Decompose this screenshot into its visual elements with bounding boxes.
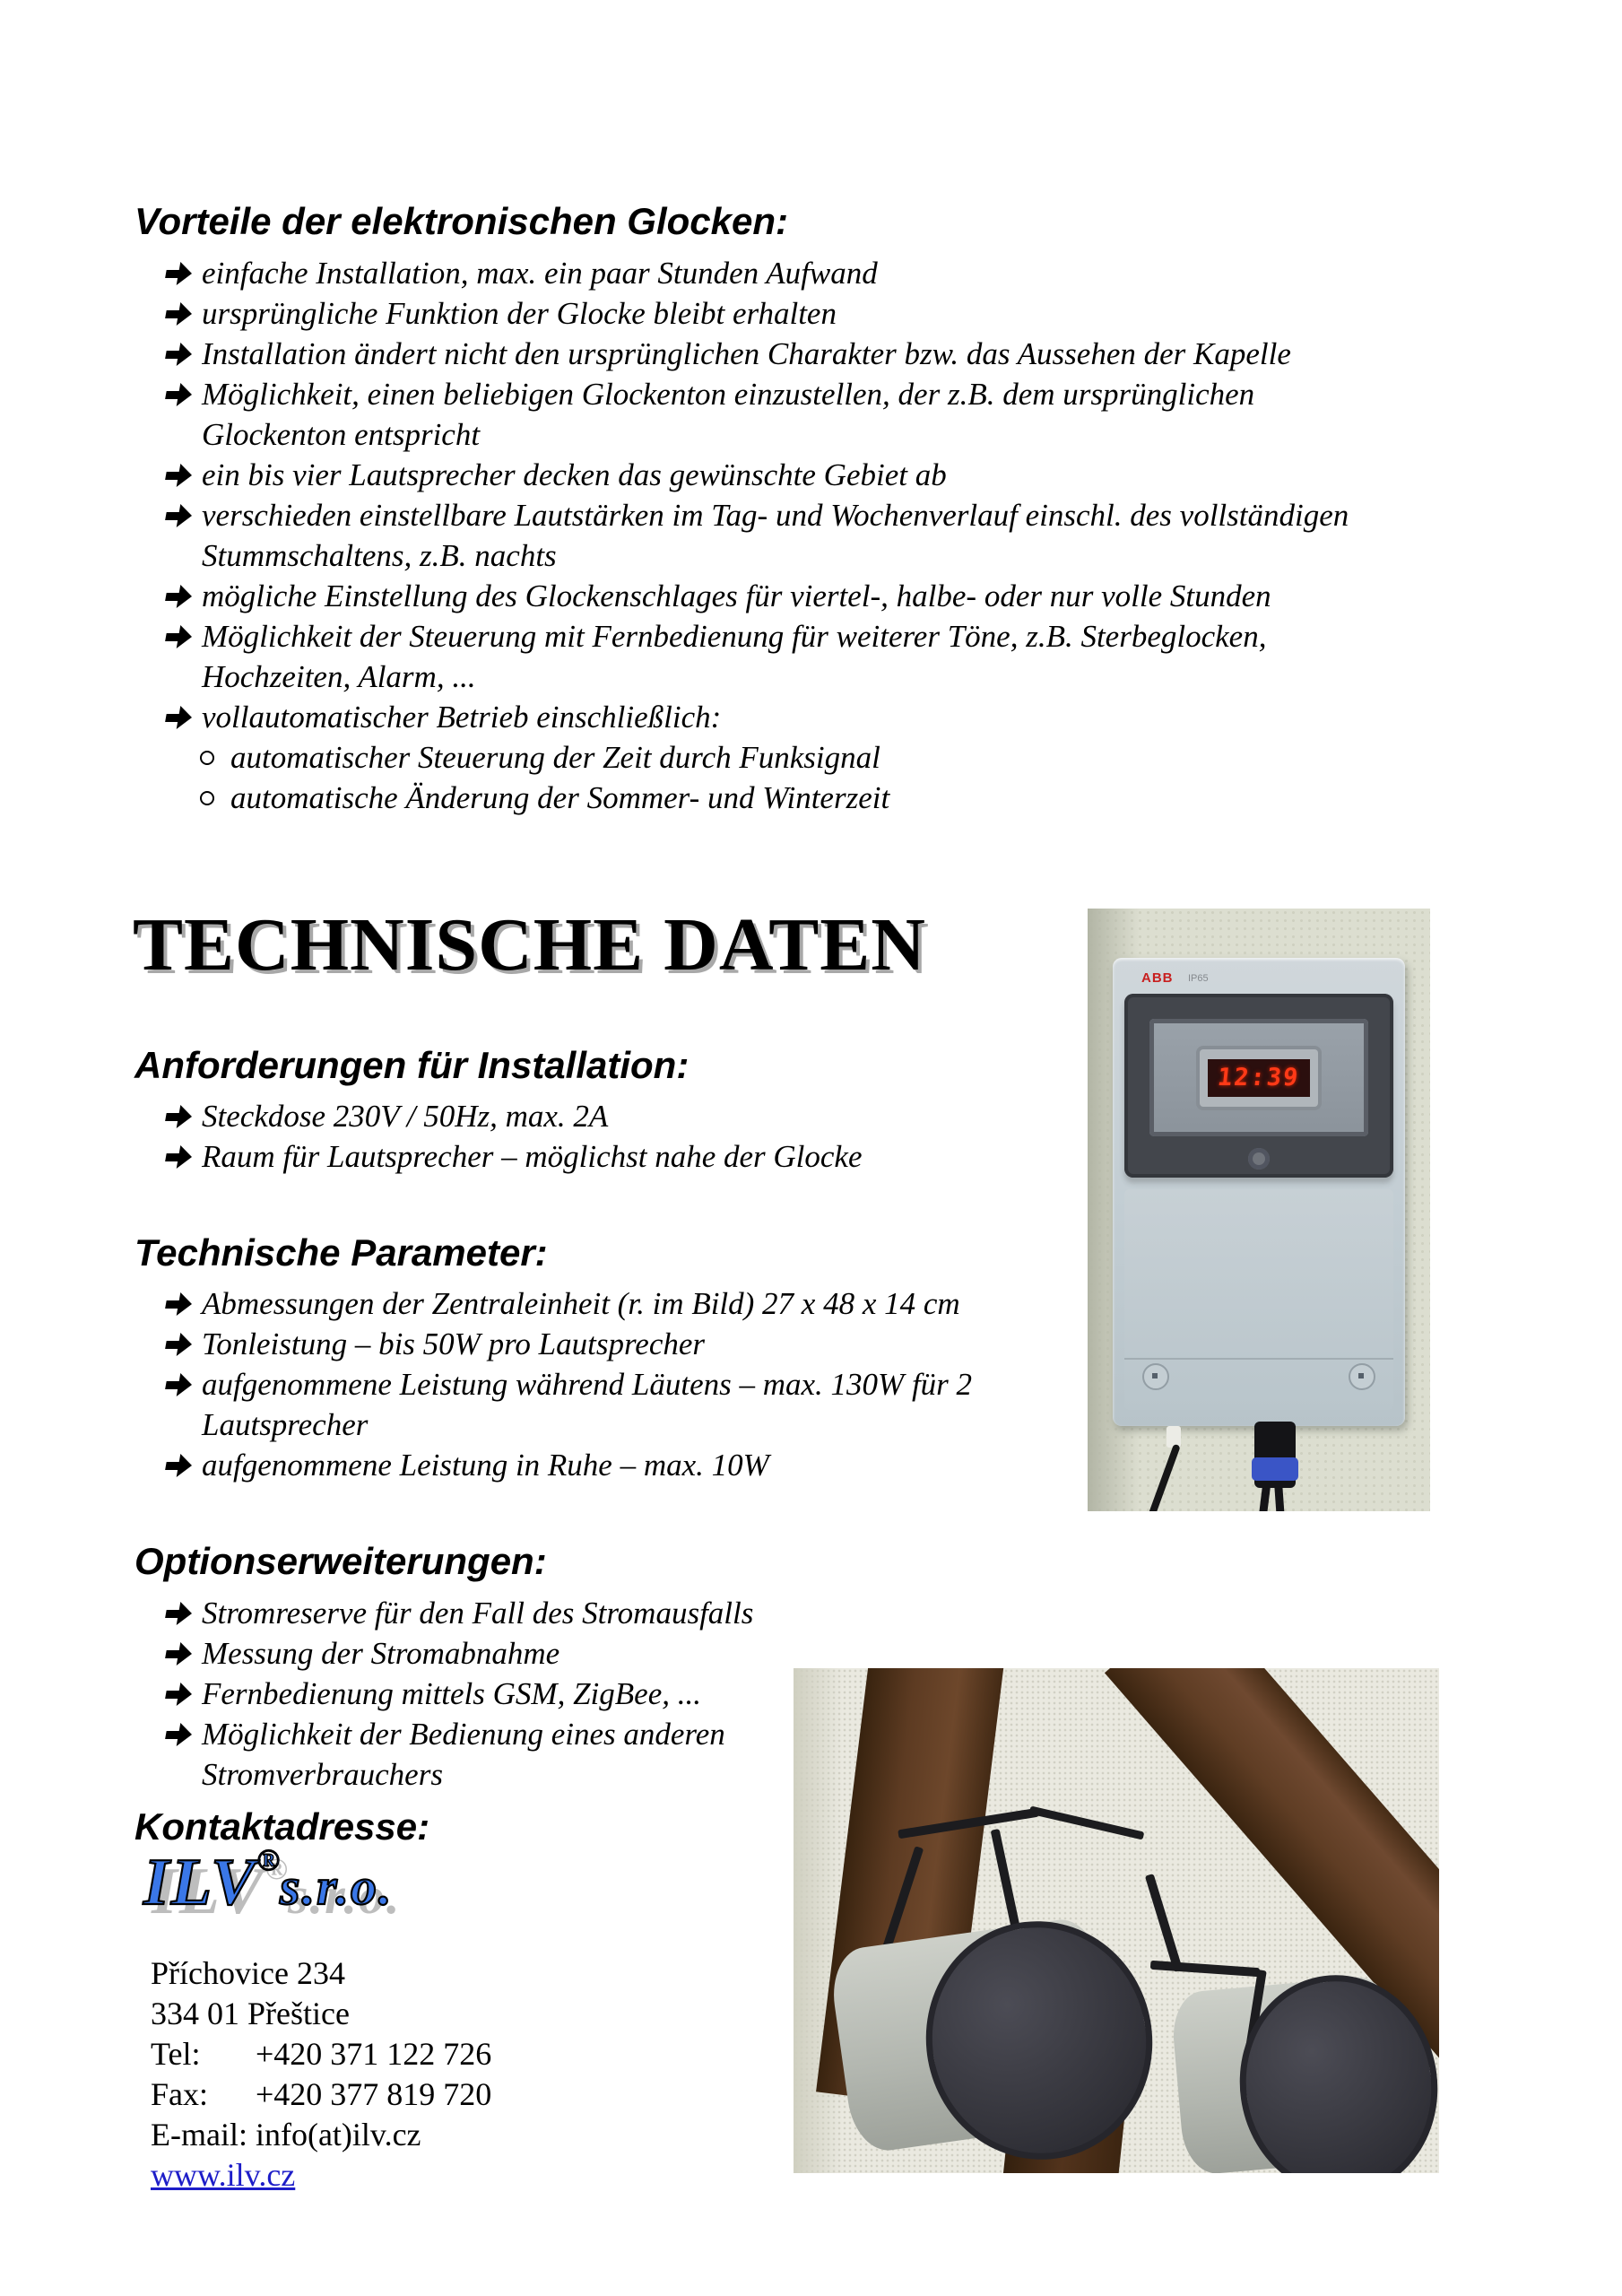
clock-readout: 12:39 <box>1216 1064 1302 1091</box>
ilv-company-logo <box>143 1844 393 1921</box>
list-item-text: Tonleistung – bis 50W pro Lautsprecher <box>202 1326 706 1361</box>
fax-row <box>151 2074 491 2115</box>
led-screen <box>1208 1059 1310 1097</box>
digital-clock-module <box>1200 1049 1318 1107</box>
arrow-bullet-icon <box>164 1373 195 1396</box>
sub-list-item-text: automatischer Steuerung der Zeit durch Funksignal <box>230 740 880 775</box>
contact-address-title: Kontaktadresse: <box>134 1805 430 1848</box>
loudspeakers-photo <box>794 1668 1439 2173</box>
list-item <box>166 1674 776 1714</box>
list-item <box>166 374 1529 455</box>
list-item <box>166 1593 776 1633</box>
list-item-text: Fernbedienung mittels GSM, ZigBee, ... <box>202 1676 701 1711</box>
speaker-cable <box>1274 1486 1285 1511</box>
arrow-bullet-icon <box>164 383 195 406</box>
list-item <box>166 1714 776 1795</box>
arrow-bullet-icon <box>164 706 195 729</box>
arrow-bullet-icon <box>164 585 195 608</box>
email-label: E-mail: <box>151 2117 247 2152</box>
list-item <box>166 495 1529 576</box>
speaker-cable <box>1257 1486 1271 1511</box>
list-item <box>166 1136 1063 1177</box>
phone-number: +420 371 122 726 <box>256 2036 492 2072</box>
window-inner-panel <box>1149 1019 1368 1136</box>
option-extensions-title: Optionserweiterungen: <box>134 1540 547 1582</box>
email-row <box>151 2115 491 2155</box>
mounting-bracket <box>1145 1874 1183 1972</box>
arrow-bullet-icon <box>164 1683 195 1706</box>
list-item-text: ein bis vier Lautsprecher decken das gewünschte Gebiet ab <box>202 457 947 492</box>
arrow-bullet-icon <box>164 1454 195 1477</box>
circle-bullet-icon <box>200 751 214 765</box>
arrow-bullet-icon <box>164 302 195 326</box>
wall-shadow <box>794 1668 843 2173</box>
central-unit-photo <box>1088 909 1430 1511</box>
arrow-bullet-icon <box>164 1723 195 1746</box>
phone-row <box>151 2034 491 2074</box>
list-item <box>166 1445 1063 1485</box>
sub-list-item-text: automatische Änderung der Sommer- und Winterzeit <box>230 780 890 815</box>
arrow-bullet-icon <box>164 464 195 487</box>
list-item <box>166 697 1529 737</box>
mounting-bracket <box>1029 1805 1145 1839</box>
arrow-bullet-icon <box>164 504 195 527</box>
arrow-bullet-icon <box>164 1105 195 1128</box>
list-item-text: einfache Installation, max. ein paar Stunden Aufwand <box>202 256 878 291</box>
phone-label: Tel: <box>151 2036 201 2072</box>
arrow-bullet-icon <box>164 343 195 366</box>
arrow-bullet-icon <box>164 1292 195 1316</box>
list-item <box>166 1633 776 1674</box>
list-item <box>166 1283 1063 1324</box>
list-item <box>166 334 1529 374</box>
advantages-title: Vorteile der elektronischen Glocken: <box>134 200 789 242</box>
fax-label: Fax: <box>151 2076 209 2112</box>
installation-requirements-list <box>166 1096 1063 1177</box>
screw-icon <box>1349 1363 1375 1390</box>
list-item-text: Raum für Lautsprecher – möglichst nahe der Glocke <box>202 1139 863 1174</box>
list-item <box>166 616 1529 697</box>
address-line-2: 334 01 Přeštice <box>151 1996 350 2031</box>
control-unit-enclosure <box>1113 958 1405 1426</box>
list-item-text: Messung der Stromabnahme <box>202 1636 560 1671</box>
mounting-bracket <box>1150 1961 1260 1977</box>
list-item <box>166 1096 1063 1136</box>
technical-parameters-list <box>166 1283 1063 1485</box>
technical-data-title: TECHNISCHE DATEN <box>133 903 926 987</box>
list-item-text: Stromreserve für den Fall des Stromausfalls <box>202 1596 754 1631</box>
sub-list-item <box>200 778 1529 818</box>
window-latch <box>1248 1148 1270 1170</box>
list-item-text: vollautomatischer Betrieb einschließlich: <box>202 700 722 735</box>
list-item <box>166 455 1529 495</box>
list-item <box>166 1324 1063 1364</box>
power-cable <box>1146 1444 1181 1511</box>
logo-name: ILV <box>143 1846 257 1919</box>
list-item-text: Installation ändert nicht den ursprünglichen Charakter bzw. das Aussehen der Kapelle <box>202 336 1291 371</box>
registered-trademark-icon: ® <box>256 1844 281 1877</box>
abb-brand-label: ABB <box>1141 970 1174 986</box>
circle-bullet-icon <box>200 791 214 805</box>
contact-block <box>151 1953 491 2196</box>
smoked-display-window <box>1124 994 1393 1178</box>
list-item <box>166 1364 1063 1445</box>
sub-list-item <box>200 737 1529 778</box>
list-item-text: mögliche Einstellung des Glockenschlages für viertel-, halbe- oder nur volle Stunden <box>202 578 1271 613</box>
list-item-text: Möglichkeit der Steuerung mit Fernbedienung für weiterer Töne, z.B. Sterbeglocken, Hochzeiten, Alarm, ... <box>202 619 1267 694</box>
website-link[interactable]: www.ilv.cz <box>151 2157 296 2193</box>
logo-suffix: s.r.o. <box>280 1857 394 1916</box>
list-item <box>166 253 1529 293</box>
list-item-text: ursprüngliche Funktion der Glocke bleibt erhalten <box>202 296 837 331</box>
address-line-1: Příchovice 234 <box>151 1955 345 1991</box>
list-item-text: Möglichkeit der Bedienung eines anderen Stromverbrauchers <box>202 1717 725 1792</box>
list-item-text: Möglichkeit, einen beliebigen Glockenton einzustellen, der z.B. dem ursprünglichen Glockenton entspricht <box>202 377 1255 452</box>
list-item <box>166 576 1529 616</box>
ip-rating-label: IP65 <box>1188 973 1209 984</box>
arrow-bullet-icon <box>164 1642 195 1665</box>
installation-requirements-title: Anforderungen für Installation: <box>134 1044 690 1086</box>
list-item-text: aufgenommene Leistung in Ruhe – max. 10W <box>202 1448 769 1483</box>
arrow-bullet-icon <box>164 1145 195 1169</box>
connector-blue-ring <box>1252 1457 1298 1481</box>
technical-parameters-title: Technische Parameter: <box>134 1231 548 1274</box>
arrow-bullet-icon <box>164 1333 195 1356</box>
list-item-text: Abmessungen der Zentraleinheit (r. im Bild) 27 x 48 x 14 cm <box>202 1286 960 1321</box>
arrow-bullet-icon <box>164 262 195 285</box>
list-item-text: Steckdose 230V / 50Hz, max. 2A <box>202 1099 609 1134</box>
screw-icon <box>1142 1363 1169 1390</box>
list-item-text: aufgenommene Leistung während Läutens – max. 130W für 2 Lautsprecher <box>202 1367 973 1442</box>
list-item-text: verschieden einstellbare Lautstärken im Tag- und Wochenverlauf einschl. des vollständigen Stummschaltens, z.B. nachts <box>202 498 1349 573</box>
list-item <box>166 293 1529 334</box>
advantages-list <box>166 253 1529 818</box>
enclosure-door <box>1124 1189 1393 1410</box>
arrow-bullet-icon <box>164 625 195 648</box>
arrow-bullet-icon <box>164 1602 195 1625</box>
option-extensions-list <box>166 1593 776 1795</box>
email-value: info(at)ilv.cz <box>255 2117 421 2152</box>
fax-number: +420 377 819 720 <box>256 2076 492 2112</box>
